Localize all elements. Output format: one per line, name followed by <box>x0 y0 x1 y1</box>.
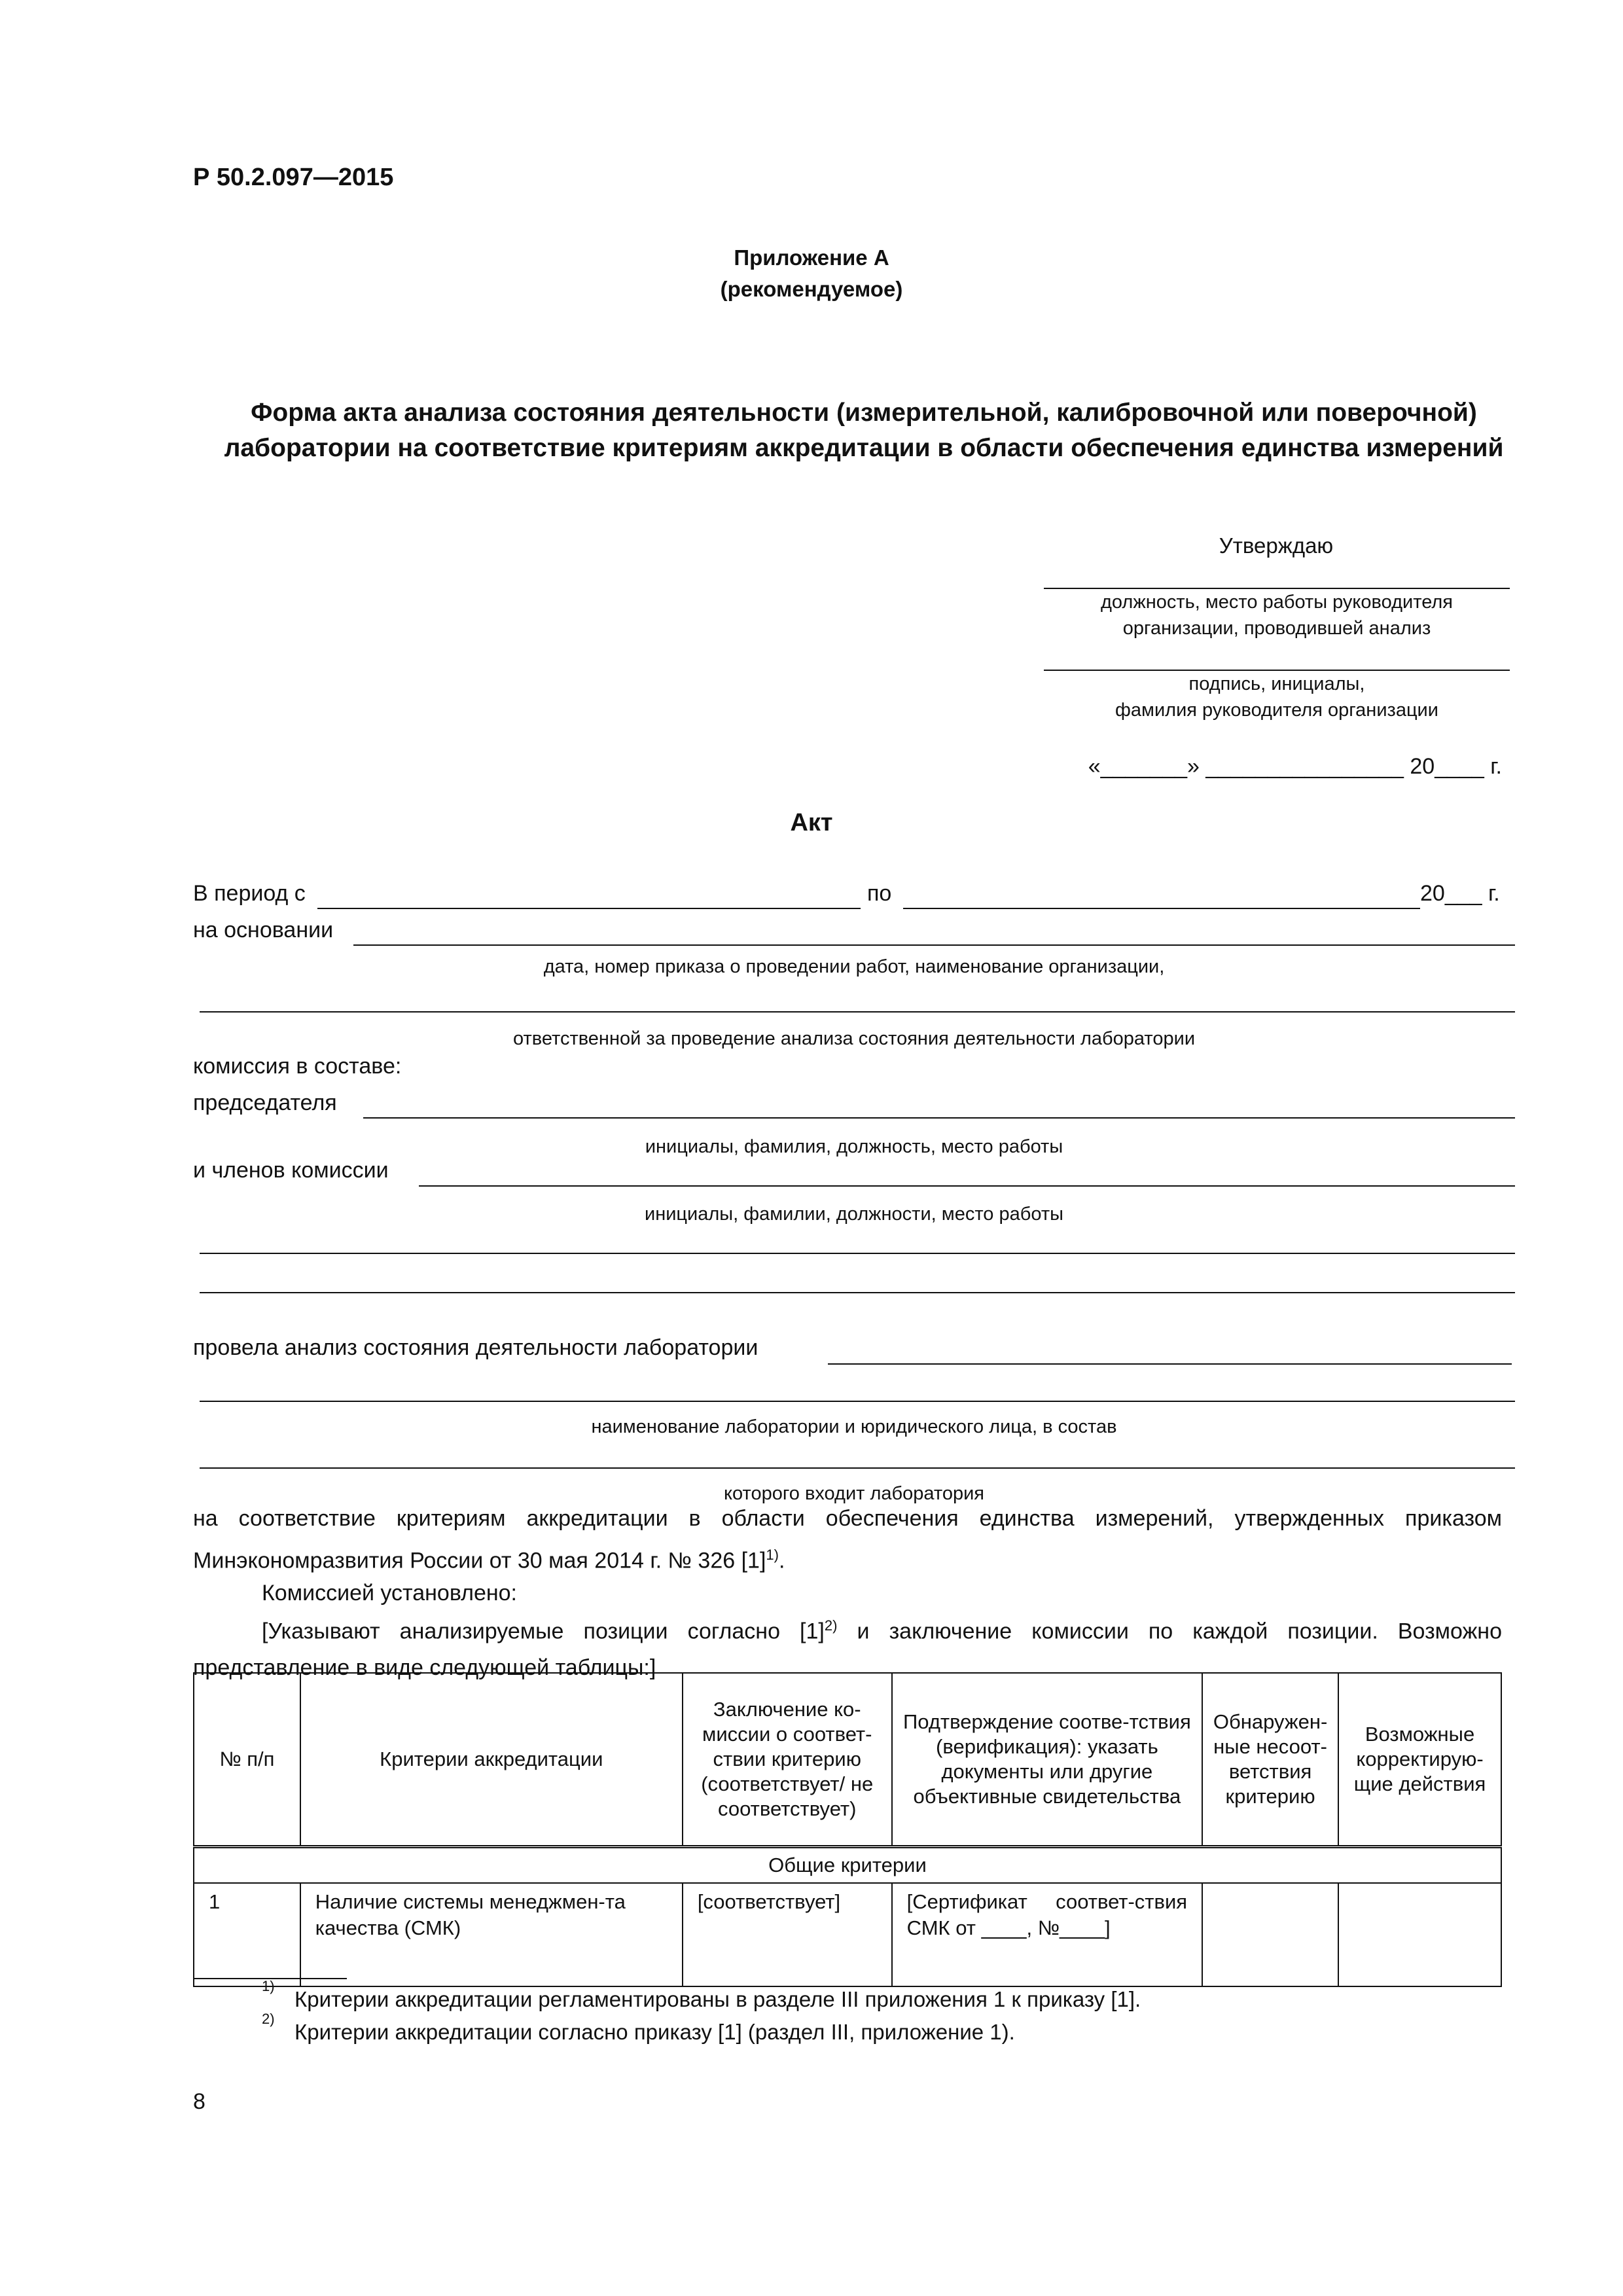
period-from-label: В период с <box>193 881 306 906</box>
chairman-label: председателя <box>193 1090 337 1115</box>
footnote-ref: 2) <box>824 1617 838 1634</box>
row-nonconformities <box>1202 1883 1338 1986</box>
header-num: № п/п <box>194 1673 300 1847</box>
period-to-label: по <box>867 881 892 906</box>
analysis-line-2 <box>200 1401 1515 1402</box>
paragraph-text: . <box>778 1548 785 1573</box>
footnote-ref: 1) <box>766 1547 779 1563</box>
members-line <box>419 1185 1515 1187</box>
row-num: 1 <box>194 1883 300 1986</box>
appendix-subtitle: (рекомендуемое) <box>720 277 903 301</box>
act-title: Акт <box>790 809 833 836</box>
footnote-1-mark: 1) <box>262 1978 275 1994</box>
basis-line <box>353 944 1515 946</box>
basis-hint-2: ответственной за проведение анализа состояния деятельности лаборатории <box>512 1028 1196 1049</box>
page-number: 8 <box>193 2089 205 2114</box>
hint-line: подпись, инициалы, <box>1188 673 1365 694</box>
members-line-2 <box>200 1253 1515 1254</box>
approval-signature-hint <box>1044 671 1510 723</box>
row-evidence: [Сертификат соответ-ствия СМК от ____, №____] <box>892 1883 1202 1986</box>
form-title: Форма акта анализа состояния деятельности (измерительной, калибровочной или поверочной) лаборатории на соответствие критериям аккредитации в области обеспечения единства измерений <box>224 399 1504 462</box>
row-actions <box>1338 1883 1501 1986</box>
commission-established: Комиссией установлено: <box>262 1581 517 1605</box>
approval-date-line: «_______» ________________ 20____ г. <box>1088 754 1502 779</box>
document-code: Р 50.2.097—2015 <box>193 164 394 191</box>
appendix-header <box>0 242 1623 305</box>
table-header-row <box>194 1673 1501 1847</box>
header-actions: Возможные корректирую-щие действия <box>1338 1673 1501 1847</box>
approval-label: Утверждаю <box>1219 533 1334 558</box>
analysis-line <box>828 1363 1512 1365</box>
analysis-label: провела анализ состояния деятельности лаборатории <box>193 1335 758 1360</box>
table-row <box>194 1883 1501 1986</box>
commission-label: комиссия в составе: <box>193 1054 402 1079</box>
header-criteria: Критерии аккредитации <box>300 1673 683 1847</box>
appendix-title: Приложение А <box>734 245 889 270</box>
hint-line: организации, проводившей анализ <box>1122 618 1431 639</box>
period-from-line <box>317 908 861 909</box>
hint-line: фамилия руководителя организации <box>1115 700 1438 721</box>
paragraph-text: [Указывают анализируемые позиции согласно [1] <box>262 1619 825 1644</box>
basis-line-2 <box>200 1011 1515 1013</box>
footnote-1: Критерии аккредитации регламентированы в разделе III приложения 1 к приказу [1]. <box>294 1987 1141 2011</box>
analysis-line-3 <box>200 1467 1515 1469</box>
period-year: 20___ г. <box>1420 881 1500 906</box>
lab-hint-2: которого входит лаборатория <box>723 1483 985 1504</box>
header-verification: Подтверждение соотве-тствия (верификация): указать документы или другие объективные свидетельства <box>892 1673 1202 1847</box>
criteria-table <box>193 1672 1502 1987</box>
basis-hint: дата, номер приказа о проведении работ, наименование организации, <box>543 956 1165 977</box>
hint-line: должность, место работы руководителя <box>1100 592 1453 613</box>
row-criterion: Наличие системы менеджмен-та качества (СМК) <box>300 1883 683 1986</box>
paragraph-text: и заключение комиссии по каждой позиции. Возможно представление в виде следующей таблицы:] <box>193 1619 1502 1681</box>
header-nonconformities: Обнаружен-ные несоот-ветствия критерию <box>1202 1673 1338 1847</box>
members-hint: инициалы, фамилии, должности, место работы <box>645 1204 1063 1225</box>
section-title: Общие критерии <box>194 1847 1501 1884</box>
footnote-2-mark: 2) <box>262 2011 275 2027</box>
criteria-paragraph <box>193 1500 1502 1579</box>
approval-position-hint <box>1044 589 1510 641</box>
footnote-2: Критерии аккредитации согласно приказу [1] (раздел III, приложение 1). <box>294 2020 1015 2044</box>
members-label: и членов комиссии <box>193 1158 389 1183</box>
row-conclusion: [соответствует] <box>683 1883 892 1986</box>
chairman-hint: инициалы, фамилия, должность, место работы <box>645 1136 1063 1157</box>
table-section-row <box>194 1847 1501 1884</box>
header-conclusion: Заключение ко-миссии о соответ-ствии критерию (соответствует/ не соответствует) <box>683 1673 892 1847</box>
lab-hint: наименование лаборатории и юридического лица, в состав <box>591 1416 1117 1437</box>
paragraph-text: на соответствие критериям аккредитации в области обеспечения единства измерений, утвержденных приказом Минэкономразвития России от 30 мая 2014 г. № 326 [1] <box>193 1506 1502 1573</box>
basis-label: на основании <box>193 918 334 942</box>
period-to-line <box>903 908 1420 909</box>
chairman-line <box>363 1117 1515 1119</box>
members-line-3 <box>200 1292 1515 1293</box>
